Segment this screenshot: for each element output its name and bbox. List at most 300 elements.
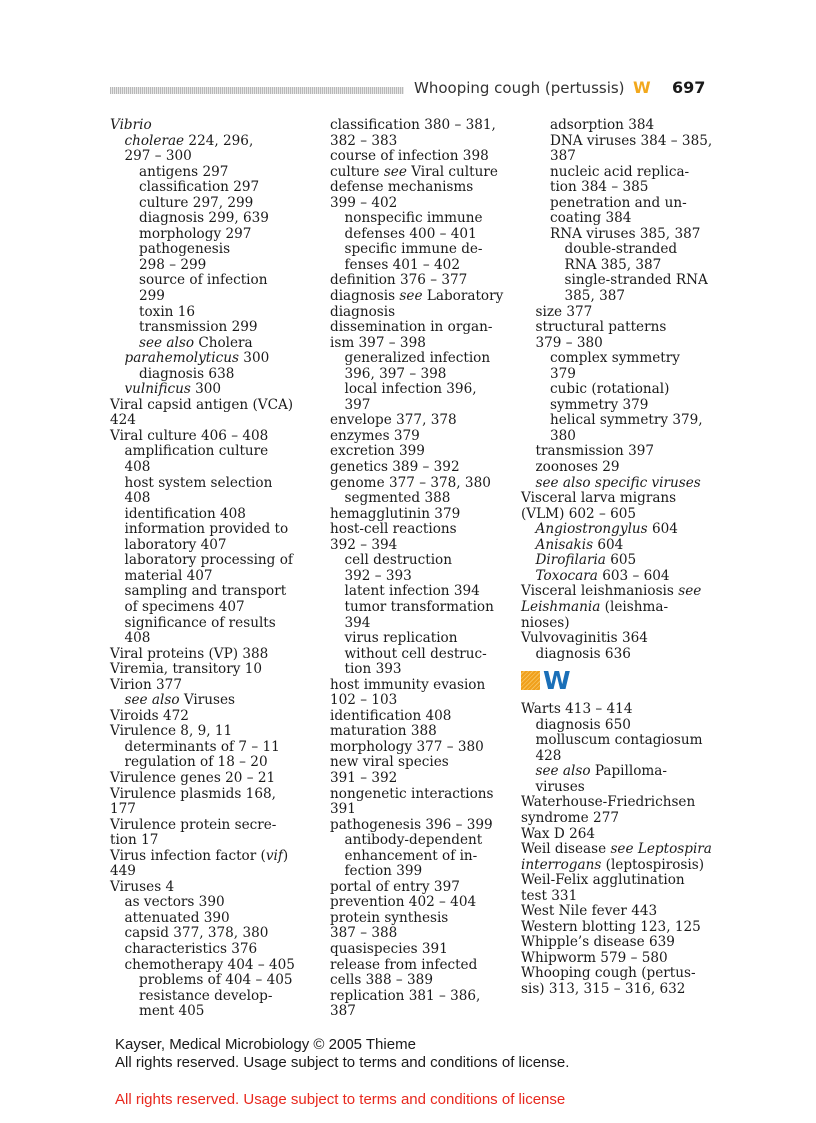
index-entry [521, 460, 721, 476]
index-column-2 [330, 118, 510, 1020]
index-entry [330, 989, 510, 1005]
index-text: tion 384 – 385 [550, 179, 649, 196]
index-entry [521, 367, 721, 383]
index-term-italic: see [383, 163, 407, 180]
index-term-italic: see Leptospira [610, 841, 712, 858]
index-entry [330, 491, 510, 507]
index-text: release from infected [330, 956, 478, 973]
index-text: Vulvovaginitis 364 [521, 630, 648, 647]
index-entry [521, 600, 721, 616]
index-entry [330, 382, 510, 398]
index-term-italic: cholerae [124, 132, 185, 149]
index-entry [330, 460, 510, 476]
index-entry [330, 771, 510, 787]
index-term-italic: see also [535, 763, 591, 780]
index-entry [110, 631, 310, 647]
index-text: Virion 377 [110, 676, 182, 693]
index-text: 424 [110, 412, 136, 429]
index-entry [521, 491, 721, 507]
index-text: test 331 [521, 887, 578, 904]
index-text: 379 – 380 [535, 334, 603, 351]
index-entry [110, 398, 310, 414]
index-text: 387 [330, 1003, 356, 1020]
index-entry [521, 733, 721, 749]
index-text: 428 [535, 747, 562, 764]
index-text: hemagglutinin 379 [330, 505, 461, 522]
index-text: Whipple’s disease 639 [521, 934, 675, 951]
index-text: cubic (rotational) [550, 381, 670, 398]
index-text: genome 377 – 378, 380 [330, 474, 491, 491]
index-entry [110, 973, 310, 989]
index-entry [330, 149, 510, 165]
index-text: regulation of 18 – 20 [124, 754, 268, 771]
index-text: cell destruction [344, 552, 452, 569]
index-entry [521, 553, 721, 569]
index-term-italic: see also [139, 334, 194, 351]
index-entry [110, 553, 310, 569]
index-entry [521, 982, 721, 998]
index-entry [110, 444, 310, 460]
index-entry [521, 935, 721, 951]
index-text: new viral species [330, 754, 449, 771]
index-entry [110, 507, 310, 523]
index-term-italic: Leishmania [521, 598, 601, 615]
index-text: 399 – 402 [330, 194, 398, 211]
index-text: determinants of 7 – 11 [124, 738, 280, 755]
index-text: syndrome 277 [521, 809, 619, 826]
index-entry [330, 444, 510, 460]
index-entry [330, 631, 510, 647]
index-entry [521, 616, 721, 632]
index-entry [521, 795, 721, 811]
index-entry [330, 476, 510, 492]
index-text: 604 [647, 521, 678, 538]
index-text: envelope 377, 378 [330, 412, 457, 429]
index-term-italic: vulnificus [124, 381, 191, 398]
index-entry [521, 749, 721, 765]
index-text: genetics 389 – 392 [330, 459, 460, 476]
index-term-italic: Anisakis [535, 536, 594, 553]
index-text: generalized infection [344, 350, 491, 367]
index-text: attenuated 390 [124, 909, 230, 926]
index-entry [110, 460, 310, 476]
index-text: Virulence protein secre- [110, 816, 277, 833]
index-text: pathogenesis 396 – 399 [330, 816, 493, 833]
index-term-italic: Angiostrongylus [535, 521, 648, 538]
index-entry [330, 616, 510, 632]
index-text: 408 [124, 459, 151, 476]
index-text: 391 – 392 [330, 769, 398, 786]
index-entry [110, 958, 310, 974]
index-term-italic: see also specific viruses [535, 474, 701, 491]
index-entry [521, 966, 721, 982]
index-entry [330, 849, 510, 865]
index-entry [330, 693, 510, 709]
index-entry [521, 429, 721, 445]
index-entry [330, 258, 510, 274]
section-heading [521, 665, 721, 696]
index-text: laboratory 407 [124, 536, 227, 553]
index-text: 397 [344, 396, 371, 413]
index-text: host system selection [124, 474, 273, 491]
index-text: culture [330, 163, 384, 180]
index-text: protein synthesis [330, 909, 449, 926]
index-text: diagnosis [330, 303, 396, 320]
index-entry [110, 740, 310, 756]
index-entry [521, 413, 721, 429]
index-entry [521, 631, 721, 647]
index-text: nioses) [521, 614, 570, 631]
index-text: DNA viruses 384 – 385, [550, 132, 713, 149]
index-text: 177 [110, 801, 136, 818]
index-entry [110, 911, 310, 927]
index-text: ism 397 – 398 [330, 334, 426, 351]
index-entry [330, 165, 510, 181]
index-entry [330, 538, 510, 554]
index-text: Weil-Felix agglutination [521, 872, 685, 889]
index-entry [330, 289, 510, 305]
index-text: host immunity evasion [330, 676, 486, 693]
index-text: identification 408 [124, 505, 246, 522]
index-text: classification 380 – 381, [330, 117, 496, 133]
index-text: diagnosis 638 [139, 365, 235, 382]
index-entry [521, 351, 721, 367]
index-entry [110, 118, 310, 134]
index-text: Whipworm 579 – 580 [521, 949, 668, 966]
index-entry [110, 258, 310, 274]
index-text: antibody-dependent [344, 832, 483, 849]
index-text: identification 408 [330, 707, 452, 724]
index-entry [521, 382, 721, 398]
index-text: Whooping cough (pertus- [521, 965, 696, 982]
index-entry [521, 273, 721, 289]
index-entry [330, 305, 510, 321]
index-text: chemotherapy 404 – 405 [124, 956, 295, 973]
index-text: Viruses 4 [110, 878, 175, 895]
index-text: Warts 413 – 414 [521, 701, 633, 718]
index-text: ment 405 [139, 1003, 205, 1020]
index-entry [110, 273, 310, 289]
index-entry [330, 864, 510, 880]
index-text: Viremia, transitory 10 [110, 661, 263, 678]
index-text: single-stranded RNA [564, 272, 708, 289]
index-entry [110, 491, 310, 507]
index-entry [521, 196, 721, 212]
index-entry [110, 1004, 310, 1020]
index-text: Cholera [194, 334, 253, 351]
index-text: 387 [550, 148, 576, 165]
index-entry [521, 289, 721, 305]
index-entry [521, 858, 721, 874]
index-text: adsorption 384 [550, 117, 655, 133]
index-text: source of infection [139, 272, 268, 289]
index-entry [330, 180, 510, 196]
index-text: 408 [124, 490, 151, 507]
index-entry [330, 1004, 510, 1020]
index-text: 102 – 103 [330, 692, 398, 709]
index-entry [330, 647, 510, 663]
index-entry [330, 926, 510, 942]
index-entry [521, 827, 721, 843]
index-column-1 [110, 118, 310, 1020]
index-entry [330, 398, 510, 414]
index-text: 379 [550, 365, 576, 382]
index-entry [521, 149, 721, 165]
index-entry [110, 771, 310, 787]
index-text: 385, 387 [564, 288, 626, 305]
index-entry [110, 522, 310, 538]
index-text: of specimens 407 [124, 598, 245, 615]
index-text: 224, 296, [184, 132, 254, 149]
index-text: classification 297 [139, 179, 260, 196]
index-text: tumor transformation [344, 598, 494, 615]
index-entry [330, 553, 510, 569]
index-text: 300 [190, 381, 222, 398]
index-entry [110, 693, 310, 709]
index-entry [330, 367, 510, 383]
index-text: latent infection 394 [344, 583, 480, 600]
index-entry [110, 818, 310, 834]
index-term-italic: see [399, 288, 423, 305]
index-entry [110, 880, 310, 896]
index-entry [521, 584, 721, 600]
index-entry [330, 584, 510, 600]
index-entry [330, 802, 510, 818]
index-entry [110, 180, 310, 196]
index-text: nonspecific immune [344, 210, 483, 227]
index-entry [330, 413, 510, 429]
index-entry [110, 429, 310, 445]
index-text: cells 388 – 389 [330, 972, 433, 989]
index-text: (VLM) 602 – 605 [521, 505, 637, 522]
index-entry [330, 118, 510, 134]
index-text: diagnosis 636 [535, 645, 631, 662]
index-entry [330, 662, 510, 678]
index-entry [521, 702, 721, 718]
index-text: 396, 397 – 398 [344, 365, 447, 382]
index-text: diagnosis 299, 639 [139, 210, 269, 227]
index-entry [110, 787, 310, 803]
index-text: size 377 [535, 303, 593, 320]
index-entry [330, 895, 510, 911]
index-text: viruses [535, 778, 585, 795]
index-entry [521, 242, 721, 258]
index-entry [110, 709, 310, 725]
index-entry [110, 833, 310, 849]
index-text: 604 [593, 536, 624, 553]
index-entry [330, 880, 510, 896]
index-entry [521, 764, 721, 780]
license-notice: All rights reserved. Usage subject to terms and conditions of license [115, 1091, 566, 1108]
index-entry [521, 336, 721, 352]
index-text: coating 384 [550, 210, 632, 227]
index-text: morphology 377 – 380 [330, 738, 484, 755]
index-text: 603 – 604 [597, 567, 670, 584]
index-text: maturation 388 [330, 723, 437, 740]
index-entry [330, 320, 510, 336]
index-text: replication 381 – 386, [330, 987, 481, 1004]
index-text: excretion 399 [330, 443, 425, 460]
index-text: as vectors 390 [124, 894, 225, 911]
index-entry [110, 476, 310, 492]
copyright-line: Kayser, Medical Microbiology © 2005 Thieme [115, 1036, 416, 1053]
index-text: host-cell reactions [330, 521, 457, 538]
index-term-italic: Toxocara [535, 567, 598, 584]
index-entry [521, 444, 721, 460]
index-entry [110, 616, 310, 632]
index-text: structural patterns [535, 319, 667, 336]
index-text: (leptospirosis) [601, 856, 705, 873]
index-entry [110, 305, 310, 321]
index-entry [330, 678, 510, 694]
index-text: West Nile fever 443 [521, 903, 658, 920]
index-text: dissemination in organ- [330, 319, 493, 336]
index-text: Viral capsid antigen (VCA) [110, 396, 294, 413]
index-text: Viral culture [406, 163, 498, 180]
index-entry [110, 942, 310, 958]
index-entry [110, 724, 310, 740]
index-entry [330, 522, 510, 538]
index-text: Virulence 8, 9, 11 [110, 723, 233, 740]
index-text: Laboratory [422, 288, 504, 305]
index-entry [110, 647, 310, 663]
index-entry [330, 958, 510, 974]
index-entry [110, 336, 310, 352]
index-text: double-stranded [564, 241, 678, 258]
index-term-italic: see also [124, 692, 180, 709]
index-text: Visceral larva migrans [521, 490, 677, 507]
index-column-3 [521, 118, 721, 998]
index-term-italic: vif [265, 847, 283, 864]
index-text: portal of entry 397 [330, 878, 460, 895]
index-entry [110, 849, 310, 865]
index-term-italic: Dirofilaria [535, 552, 606, 569]
index-text: tion 393 [344, 661, 402, 678]
index-text: defense mechanisms [330, 179, 474, 196]
index-text: helical symmetry 379, [550, 412, 703, 429]
index-text: 392 – 393 [344, 567, 412, 584]
index-entry [330, 429, 510, 445]
index-entry [330, 709, 510, 725]
index-text: defenses 400 – 401 [344, 225, 477, 242]
index-entry [521, 904, 721, 920]
index-text: problems of 404 – 405 [139, 972, 293, 989]
index-text: 297 – 300 [124, 148, 192, 165]
index-entry [110, 134, 310, 150]
index-entry [521, 780, 721, 796]
index-entry [110, 367, 310, 383]
index-text: Viral culture 406 – 408 [110, 427, 269, 444]
index-entry [110, 227, 310, 243]
index-entry [110, 149, 310, 165]
index-entry [110, 600, 310, 616]
index-entry [521, 889, 721, 905]
index-text: course of infection 398 [330, 148, 489, 165]
index-entry [521, 951, 721, 967]
index-text: (leishma- [600, 598, 669, 615]
index-entry [110, 289, 310, 305]
index-text: tion 17 [110, 832, 159, 849]
index-text: Wax D 264 [521, 825, 596, 842]
index-entry [521, 811, 721, 827]
index-entry [521, 258, 721, 274]
index-entry [521, 118, 721, 134]
index-text: enhancement of in- [344, 847, 478, 864]
rights-line: All rights reserved. Usage subject to terms and conditions of license. [115, 1054, 570, 1071]
index-entry [330, 833, 510, 849]
index-entry [330, 818, 510, 834]
index-entry [521, 507, 721, 523]
index-text: segmented 388 [344, 490, 451, 507]
index-entry [521, 320, 721, 336]
index-entry [330, 600, 510, 616]
index-text: ) [282, 847, 289, 864]
index-text: Virus infection factor ( [110, 847, 266, 864]
index-entry [521, 476, 721, 492]
running-title: Whooping cough (pertussis) [414, 79, 625, 97]
index-text: definition 376 – 377 [330, 272, 468, 289]
index-entry [110, 989, 310, 1005]
index-text: fection 399 [344, 863, 423, 880]
index-text: diagnosis 650 [535, 716, 631, 733]
index-text: Western blotting 123, 125 [521, 918, 701, 935]
index-text: 408 [124, 630, 151, 647]
page-number: 697 [672, 78, 706, 97]
index-entry [521, 165, 721, 181]
index-text: complex symmetry [550, 350, 680, 367]
index-text: 394 [344, 614, 371, 631]
index-entry [330, 196, 510, 212]
index-entry [110, 242, 310, 258]
index-text: local infection 396, [344, 381, 477, 398]
index-text: significance of results [124, 614, 276, 631]
index-text: Waterhouse-Friedrichsen [521, 794, 696, 811]
index-text: penetration and un- [550, 194, 687, 211]
index-entry [110, 802, 310, 818]
index-entry [330, 227, 510, 243]
index-entry [110, 196, 310, 212]
index-entry [521, 211, 721, 227]
index-entry [110, 569, 310, 585]
index-entry [521, 180, 721, 196]
index-text: prevention 402 – 404 [330, 894, 477, 911]
index-text: symmetry 379 [550, 396, 649, 413]
index-text: Visceral leishmaniosis [521, 583, 679, 600]
index-text: 298 – 299 [139, 256, 207, 273]
index-text: antigens 297 [139, 163, 229, 180]
index-text: Weil disease [521, 841, 611, 858]
index-entry [110, 662, 310, 678]
index-text: 387 – 388 [330, 925, 398, 942]
section-marker-square [521, 671, 540, 690]
index-text: specific immune de- [344, 241, 483, 258]
index-entry [110, 895, 310, 911]
index-text: 605 [605, 552, 637, 569]
index-text: 391 [330, 801, 356, 818]
index-entry [330, 755, 510, 771]
index-entry [110, 864, 310, 880]
index-text: fenses 401 – 402 [344, 256, 460, 273]
index-entry [110, 211, 310, 227]
copyright-block [115, 1036, 569, 1072]
index-text: Virulence plasmids 168, [110, 785, 276, 802]
index-term-italic: parahemolyticus [124, 350, 239, 367]
index-text: quasispecies 391 [330, 940, 448, 957]
index-entry [330, 336, 510, 352]
index-text: diagnosis [330, 288, 400, 305]
index-text: 300 [238, 350, 270, 367]
index-text: sis) 313, 315 – 316, 632 [521, 980, 686, 997]
